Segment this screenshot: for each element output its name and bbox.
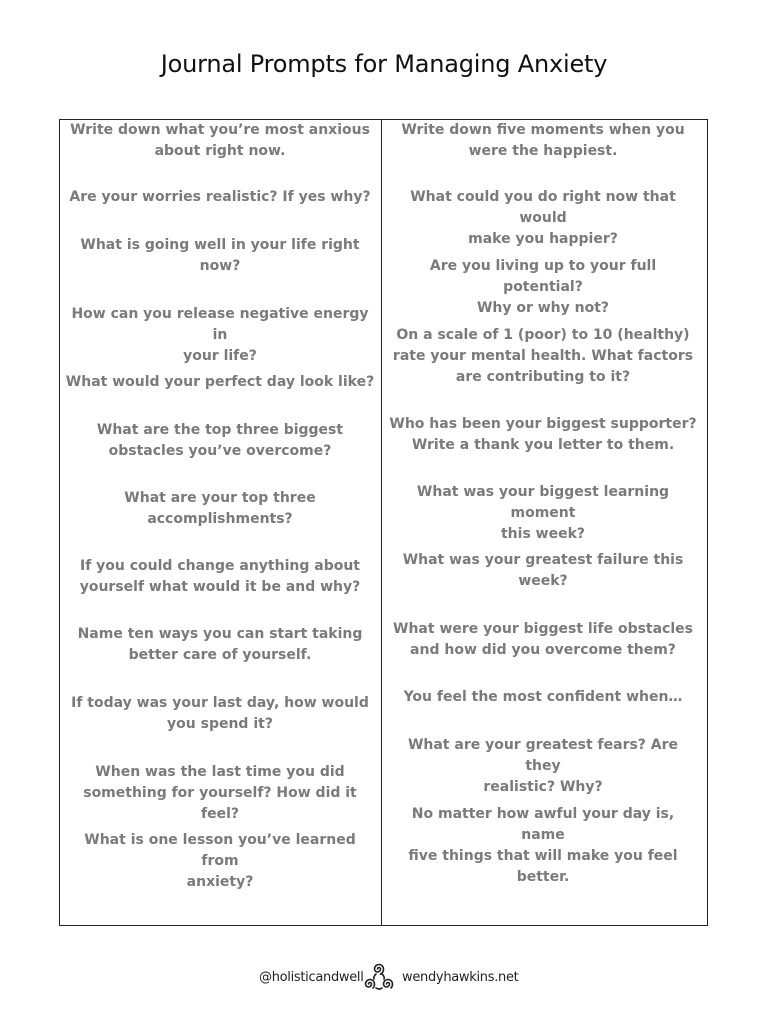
triple-spiral-icon	[357, 955, 401, 999]
prompt-item: If you could change anything about yourself what would it be and why?	[79, 558, 361, 595]
footer	[0, 955, 768, 999]
prompt-item: What could you do right now that would make you happier?	[410, 189, 676, 247]
prompt-item: What was your biggest learning moment this week?	[416, 484, 670, 542]
right-prompts-column	[382, 119, 704, 926]
prompt-item: Who has been your biggest supporter? Write a thank you letter to them.	[389, 416, 697, 453]
left-prompts-column	[59, 119, 381, 926]
social-handle: @holisticandwell	[259, 970, 364, 985]
prompt-item: Are you living up to your full potential? Why or why not?	[429, 258, 657, 316]
prompt-item: When was the last time you did something for yourself? How did it feel?	[83, 764, 357, 822]
prompt-item: What was your greatest failure this week?	[402, 552, 684, 589]
prompt-item: Are your worries realistic? If yes why?	[69, 189, 371, 205]
prompt-item: Write down five moments when you were the happiest.	[401, 122, 685, 159]
prompt-item: What is one lesson you’ve learned from anxiety?	[84, 832, 356, 890]
prompt-item: What is going well in your life right now?	[80, 237, 360, 274]
prompt-item: If today was your last day, how would you spend it?	[71, 695, 369, 732]
prompt-item: You feel the most confident when…	[403, 689, 683, 705]
page-title: Journal Prompts for Managing Anxiety	[160, 50, 608, 78]
prompt-item: Write down what you’re most anxious about right now.	[70, 122, 370, 159]
prompt-item: What were your biggest life obstacles and how did you overcome them?	[393, 621, 693, 658]
prompt-item: What would your perfect day look like?	[65, 374, 375, 390]
prompt-item: What are your top three accomplishments?	[124, 490, 316, 527]
website-link[interactable]: wendyhawkins.net	[402, 970, 519, 985]
prompt-item: No matter how awful your day is, name five things that will make you feel better.	[408, 806, 678, 885]
prompt-item: On a scale of 1 (poor) to 10 (healthy) rate your mental health. What factors are contributing to it?	[392, 327, 694, 385]
prompt-item: What are the top three biggest obstacles you’ve overcome?	[96, 422, 344, 459]
prompt-item: How can you release negative energy in your life?	[71, 306, 369, 364]
prompt-item: Name ten ways you can start taking better care of yourself.	[77, 626, 363, 663]
prompt-item: What are your greatest fears? Are they realistic? Why?	[407, 737, 679, 795]
